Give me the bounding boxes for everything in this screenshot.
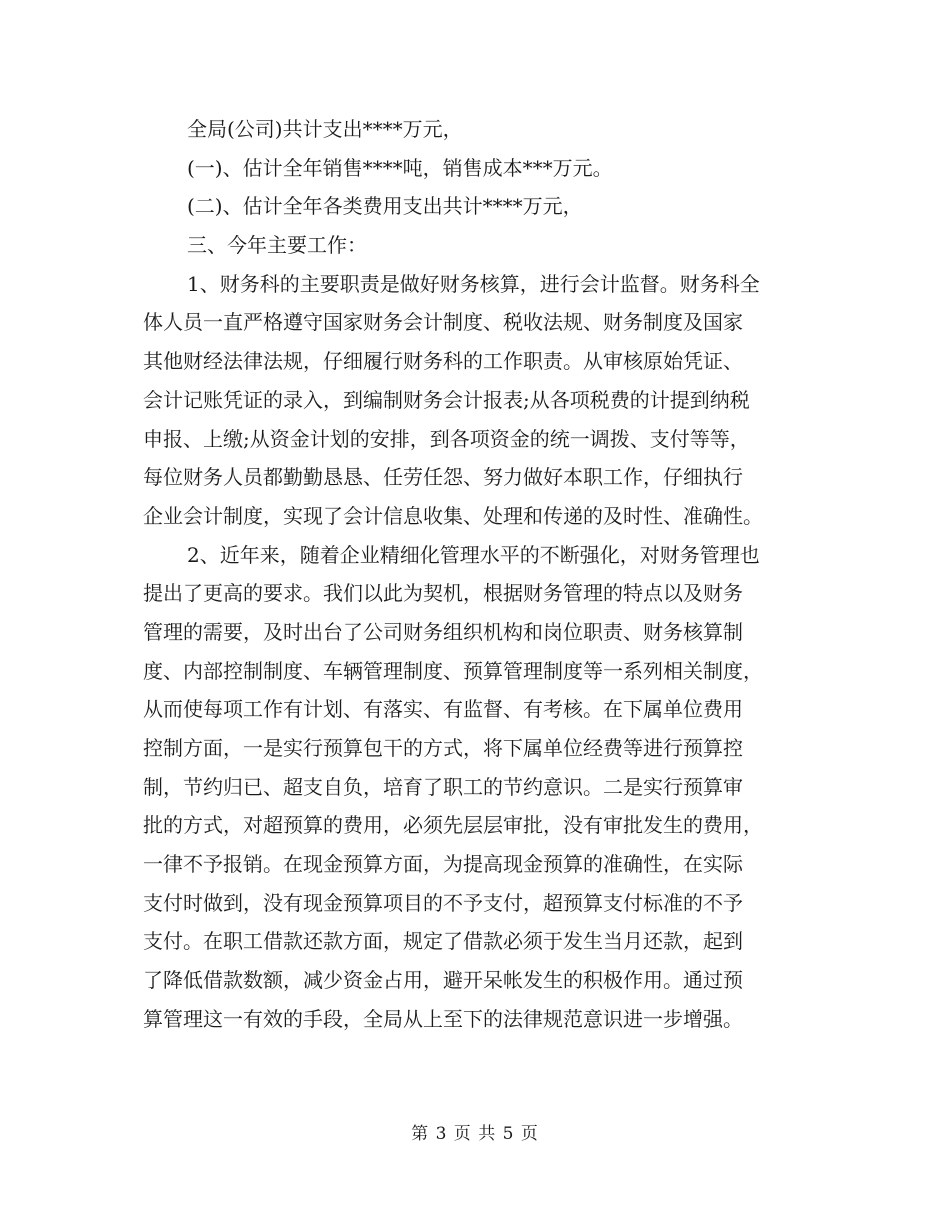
page-number-footer: 第 3 页 共 5 页 (411, 1124, 539, 1144)
text-line: 每位财务人员都勤勤恳恳、任劳任怨、努力做好本职工作，仔细执行 (143, 465, 743, 490)
text-line: 支付时做到，没有现金预算项目的不予支付，超预算支付标准的不予 (143, 890, 743, 915)
text-line: (二)、估计全年各类费用支出共计****万元， (187, 194, 583, 219)
text-line: 会计记账凭证的录入，到编制财务会计报表;从各项税费的计提到纳税 (143, 387, 750, 412)
text-line: 体人员一直严格遵守国家财务会计制度、税收法规、财务制度及国家 (143, 310, 743, 335)
text-line: 申报、上缴;从资金计划的安排，到各项资金的统一调拨、支付等等， (143, 426, 750, 451)
text-line: 批的方式，对超预算的费用，必须先层层审批，没有审批发生的费用， (143, 813, 763, 838)
text-line: 提出了更高的要求。我们以此为契机，根据财务管理的特点以及财务 (143, 581, 743, 606)
text-line: 制，节约归已、超支自负，培育了职工的节约意识。二是实行预算审 (143, 774, 743, 799)
document-body (143, 110, 809, 1039)
text-line: 从而使每项工作有计划、有落实、有监督、有考核。在下属单位费用 (143, 697, 743, 722)
text-line: 一律不予报销。在现金预算方面，为提高现金预算的准确性，在实际 (143, 852, 743, 877)
text-line: 算管理这一有效的手段，全局从上至下的法律规范意识进一步增强。 (143, 1006, 743, 1031)
text-line: 支付。在职工借款还款方面，规定了借款必须于发生当月还款，起到 (143, 929, 743, 954)
text-line: 1、财务科的主要职责是做好财务核算，进行会计监督。财务科全 (187, 271, 760, 296)
text-line: 管理的需要，及时出台了公司财务组织机构和岗位职责、财务核算制 (143, 619, 743, 644)
text-line: 2、近年来，随着企业精细化管理水平的不断强化，对财务管理也 (187, 542, 760, 567)
text-line: 企业会计制度，实现了会计信息收集、处理和传递的及时性、准确性。 (143, 503, 763, 528)
text-line: 度、内部控制制度、车辆管理制度、预算管理制度等一系列相关制度， (143, 658, 763, 683)
text-line: 全局(公司)共计支出****万元， (187, 117, 463, 141)
text-line: (一)、估计全年销售****吨，销售成本***万元。 (187, 155, 613, 180)
text-line: 控制方面，一是实行预算包干的方式，将下属单位经费等进行预算控 (143, 736, 743, 760)
text-line: 三、今年主要工作： (187, 233, 367, 258)
text-line: 了降低借款数额，减少资金占用，避开呆帐发生的积极作用。通过预 (143, 968, 743, 993)
text-line: 其他财经法律法规，仔细履行财务科的工作职责。从审核原始凭证、 (143, 349, 743, 374)
